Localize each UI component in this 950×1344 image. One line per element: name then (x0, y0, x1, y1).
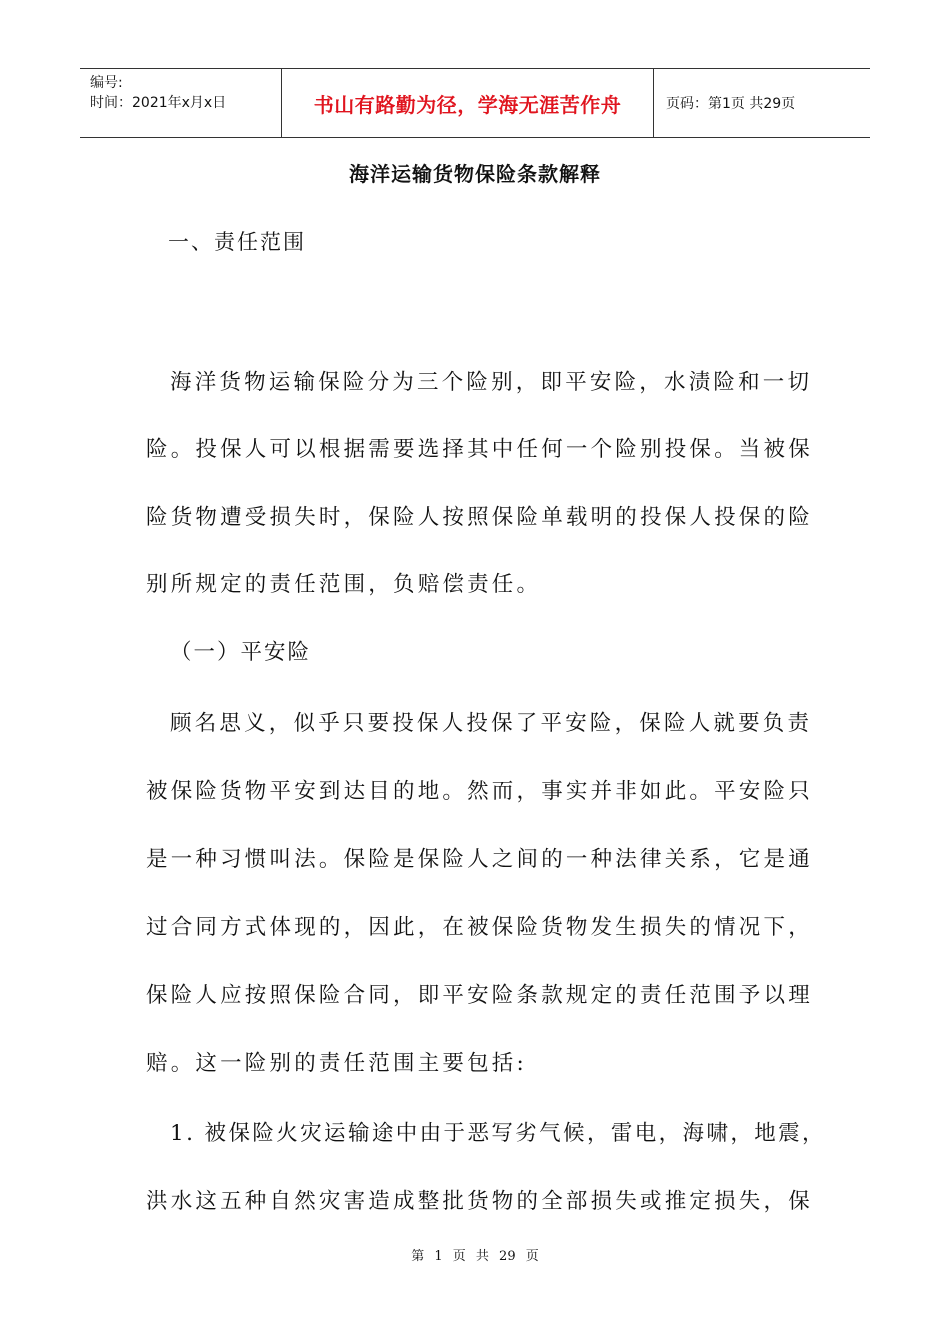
header-meta (80, 69, 282, 137)
list-item-line: 1. 被保险火灾运输途中由于恶写劣气候，雷电，海啸，地震， (170, 1121, 826, 1146)
section-heading: 一、责任范围 (168, 230, 306, 254)
date-label: 时间：2021年x月x日 (90, 95, 227, 111)
number-label: 编号: (90, 75, 123, 91)
paragraph-line: 是一种习惯叫法。保险是保险人之间的一种法律关系，它是通 (146, 847, 813, 872)
paragraph-line: 被保险货物平安到达目的地。然而，事实并非如此。平安险只 (146, 779, 813, 804)
document-title: 海洋运输货物保险条款解释 (349, 162, 601, 186)
header-motto: 书山有路勤为径，学海无涯苦作舟 (282, 69, 654, 137)
paragraph-line: 险。投保人可以根据需要选择其中任何一个险别投保。当被保 (146, 437, 813, 462)
subsection-heading: （一）平安险 (170, 640, 312, 665)
paragraph-line: 保险人应按照保险合同，即平安险条款规定的责任范围予以理 (146, 983, 813, 1008)
document-header (80, 68, 870, 138)
page-footer: 第 1 页 共 29 页 (411, 1249, 539, 1264)
paragraph-line: 顾名思义，似乎只要投保人投保了平安险，保险人就要负责 (170, 711, 813, 736)
paragraph-line: 海洋货物运输保险分为三个险别，即平安险，水渍险和一切 (170, 370, 813, 395)
list-item-line: 洪水这五种自然灾害造成整批货物的全部损失或推定损失，保 (146, 1189, 813, 1214)
header-page-info: 页码：第1页 共29页 (666, 96, 796, 112)
paragraph-line: 过合同方式体现的，因此，在被保险货物发生损失的情况下， (146, 915, 813, 940)
paragraph-line: 别所规定的责任范围，负赔偿责任。 (146, 572, 542, 597)
paragraph-line: 险货物遭受损失时，保险人按照保险单载明的投保人投保的险 (146, 505, 813, 530)
paragraph-line: 赔。这一险别的责任范围主要包括: (146, 1051, 527, 1076)
